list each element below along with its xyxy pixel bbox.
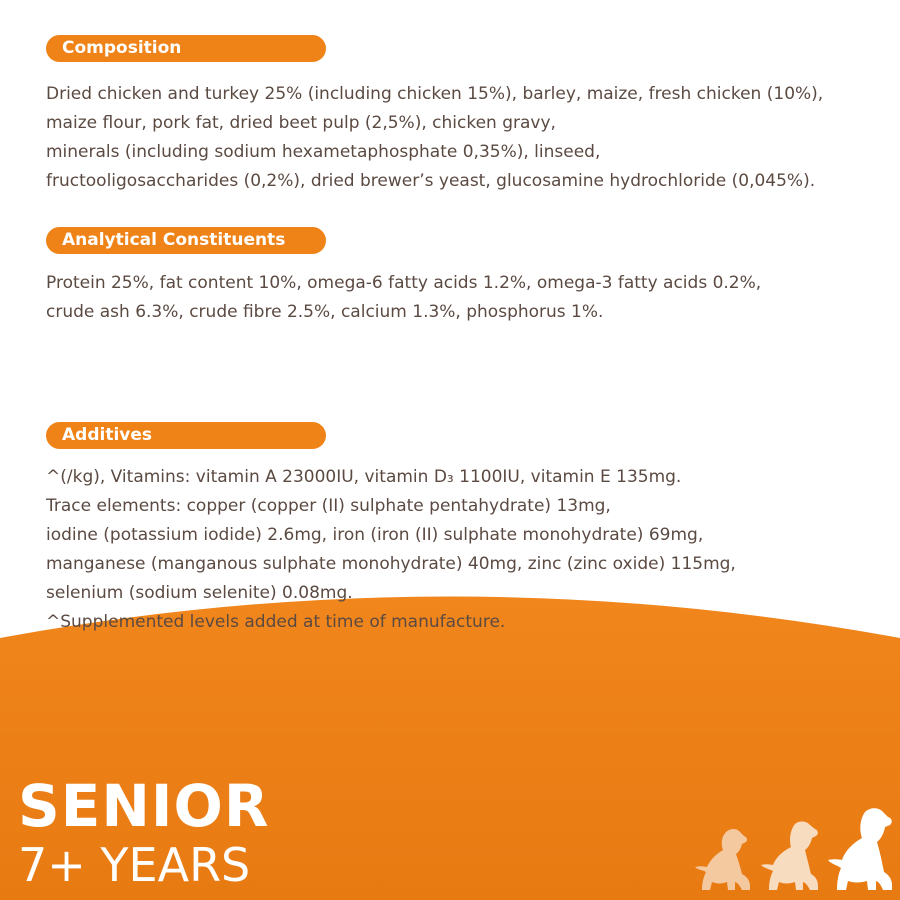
composition-line: maize flour, pork fat, dried beet pulp (2,5%), chicken gravy, <box>46 113 556 133</box>
composition-line: fructooligosaccharides (0,2%), dried brewer’s yeast, glucosamine hydrochloride (0,045%). <box>46 171 816 191</box>
additives-line: ^Supplemented levels added at time of manufacture. <box>46 612 506 632</box>
additives-line: selenium (sodium selenite) 0.08mg. <box>46 583 353 603</box>
analytical-line: Protein 25%, fat content 10%, omega-6 fatty acids 1.2%, omega-3 fatty acids 0.2%, <box>46 273 762 293</box>
additives-text <box>46 463 876 637</box>
additives-heading: Additives <box>46 422 326 449</box>
composition-text <box>46 80 876 196</box>
analytical-constituents-text <box>46 269 876 327</box>
dog-adult-icon <box>757 820 823 892</box>
additives-line: ^(/kg), Vitamins: vitamin A 23000IU, vitamin D₃ 1100IU, vitamin E 135mg. <box>46 467 682 487</box>
senior-title: SENIOR <box>18 772 270 840</box>
composition-heading: Composition <box>46 35 326 62</box>
additives-line: Trace elements: copper (copper (II) sulphate pentahydrate) 13mg, <box>46 496 611 516</box>
dog-senior-icon <box>825 806 897 892</box>
composition-line: Dried chicken and turkey 25% (including chicken 15%), barley, maize, fresh chicken (10%), <box>46 84 824 104</box>
dog-puppy-icon <box>690 826 754 892</box>
analytical-line: crude ash 6.3%, crude fibre 2.5%, calcium 1.3%, phosphorus 1%. <box>46 302 604 322</box>
composition-line: minerals (including sodium hexametaphosphate 0,35%), linseed, <box>46 142 601 162</box>
additives-line: manganese (manganous sulphate monohydrate) 40mg, zinc (zinc oxide) 115mg, <box>46 554 736 574</box>
analytical-constituents-heading: Analytical Constituents <box>46 227 326 254</box>
age-subtitle: 7+ YEARS <box>18 838 251 892</box>
additives-line: iodine (potassium iodide) 2.6mg, iron (iron (II) sulphate monohydrate) 69mg, <box>46 525 704 545</box>
